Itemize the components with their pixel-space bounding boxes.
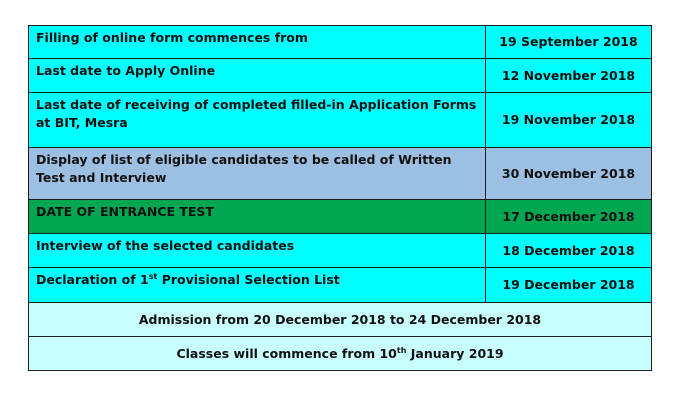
event-cell: Last date to Apply Online (29, 59, 486, 93)
table-row (29, 234, 652, 268)
date-cell: 19 September 2018 (486, 26, 652, 59)
event-cell (29, 268, 486, 303)
classes-cell (29, 337, 652, 371)
event-cell: DATE OF ENTRANCE TEST (29, 200, 486, 234)
superscript: st (148, 272, 158, 281)
classes-row (29, 337, 652, 371)
table-row (29, 26, 652, 59)
admission-row (29, 303, 652, 337)
date-cell: 17 December 2018 (486, 200, 652, 234)
table-row (29, 148, 652, 200)
table-row (29, 268, 652, 303)
date-cell: 19 December 2018 (486, 268, 652, 303)
date-cell: 18 December 2018 (486, 234, 652, 268)
event-cell: Filling of online form commences from (29, 26, 486, 59)
event-text: Declaration of 1 (36, 272, 149, 287)
event-cell: Display of list of eligible candidates to be called of Written Test and Interview (29, 148, 486, 200)
event-cell: Last date of receiving of completed filled-in Application Forms at BIT, Mesra (29, 93, 486, 148)
classes-text: January 2019 (406, 345, 504, 361)
table-row (29, 200, 652, 234)
table-row (29, 59, 652, 93)
date-cell: 12 November 2018 (486, 59, 652, 93)
date-cell: 19 November 2018 (486, 93, 652, 148)
table-row (29, 93, 652, 148)
event-text: Provisional Selection List (157, 272, 340, 287)
date-cell: 30 November 2018 (486, 148, 652, 200)
superscript: th (396, 345, 407, 355)
admission-cell: Admission from 20 December 2018 to 24 December 2018 (29, 303, 652, 337)
schedule-table (28, 25, 652, 371)
event-cell: Interview of the selected candidates (29, 234, 486, 268)
classes-text: Classes will commence from 10 (176, 345, 397, 361)
